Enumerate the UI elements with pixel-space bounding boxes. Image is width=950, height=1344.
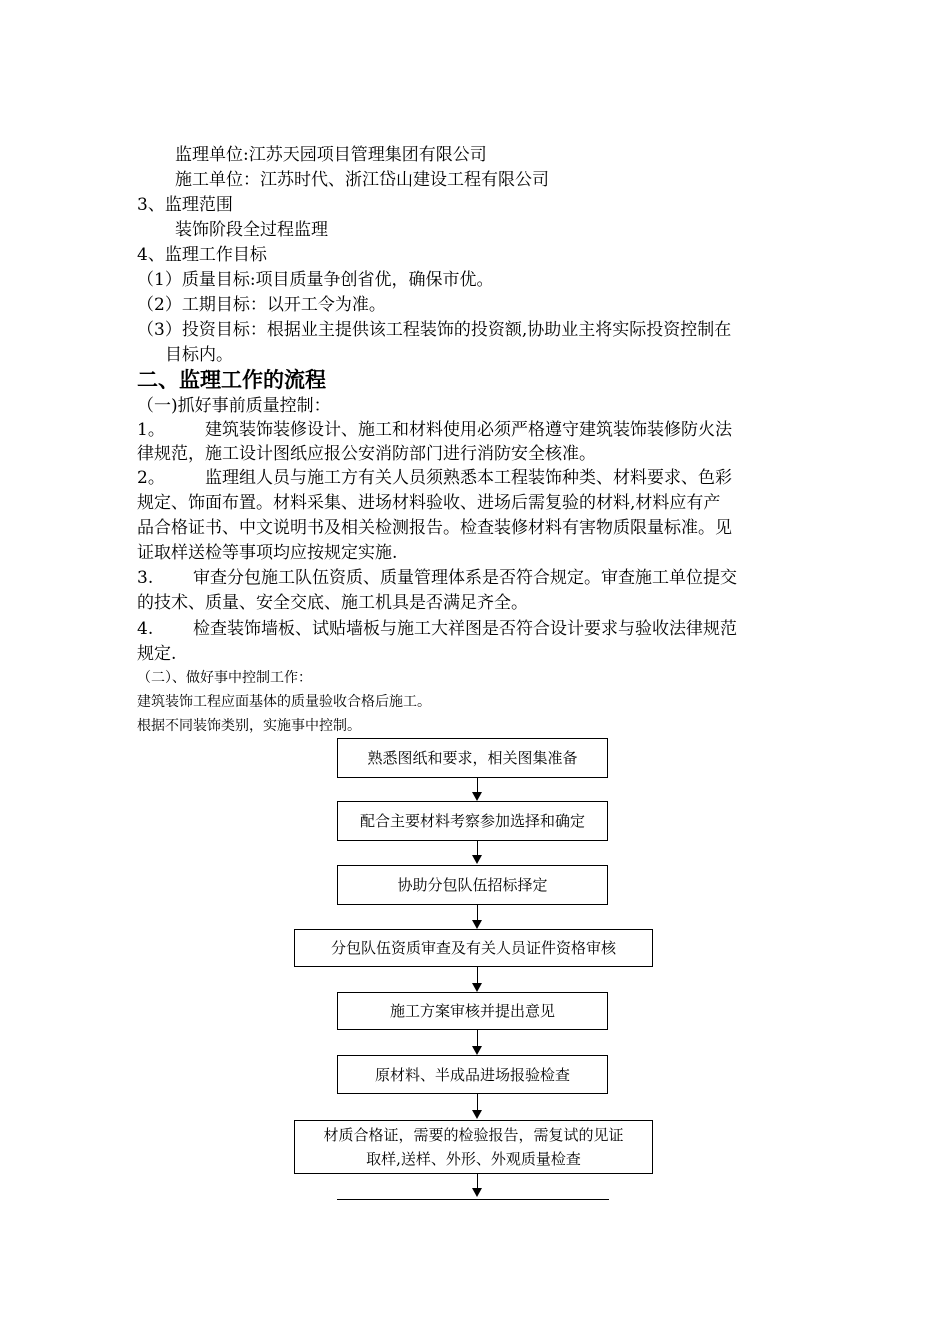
flow-arrow-2 [472,855,482,864]
item2-line3: 品合格证书、中文说明书及相关检测报告。检查装修材料有害物质限量标准。见 [137,518,732,538]
flow-arrow-4 [472,983,482,992]
flow-step-5-label: 施工方案审核并提出意见 [389,1002,555,1020]
flow-step-3 [337,865,608,905]
flow-step-6-label: 原材料、半成品进场报验检查 [374,1065,570,1084]
item4-line1: 检查装饰墙板、试贴墙板与施工大祥图是否符合设计要求与验收法律规范 [193,619,737,639]
scope-text: 装饰阶段全过程监理 [175,220,328,240]
in-control-text2: 根据不同装饰类别，实施事中控制。 [137,718,361,734]
flow-arrow-5 [472,1046,482,1055]
item2-line1: 监理组人员与施工方有关人员须熟悉本工程装饰种类、材料要求、色彩 [205,468,732,488]
item4-line2: 规定. [137,644,177,664]
item2-num: 2。 [137,468,165,488]
flow-step-1-label: 熟悉图纸和要求，相关图集准备 [367,749,578,767]
flow-arrow-6 [472,1110,482,1119]
item3-num: 3. [137,568,154,588]
flow-step-2 [337,801,608,841]
flow-step-3-label: 协助分包队伍招标择定 [397,876,548,894]
construction-unit: 施工单位：江苏时代、浙江岱山建设工程有限公司 [175,170,549,190]
in-control-text1: 建筑装饰工程应面基体的质量验收合格后施工。 [137,694,431,710]
item2-line2: 规定、饰面布置。材料采集、进场材料验收、进场后需复验的材料,材料应有产 [137,493,721,513]
flow-arrow-7 [472,1188,482,1197]
item3-line2: 的技术、质量、安全交底、施工机具是否满足齐全。 [137,593,528,613]
pre-control-heading: （一)抓好事前质量控制： [137,396,331,416]
flow-step-4-label: 分包队伍资质审查及有关人员证件资格审核 [330,939,616,957]
flow-connector-1 [477,778,478,792]
flow-step-4 [294,929,653,967]
flow-step-7-label-line2: 取样,送样、外形、外观质量检查 [366,1150,581,1168]
flow-step-7-label-line1: 材质合格证，需要的检验报告，需复试的见证 [323,1126,624,1144]
flow-step-5 [337,992,608,1030]
goals-heading: 4、监理工作目标 [137,245,267,265]
item4-num: 4. [137,619,154,639]
in-control-heading: （二）、做好事中控制工作： [137,670,312,686]
flow-step-1 [337,738,608,778]
goal-quality: （1）质量目标:项目质量争创省优，确保市优。 [137,270,494,290]
item1-line2: 律规范，施工设计图纸应报公安消防部门进行消防安全核准。 [137,444,596,464]
flow-step-7 [294,1120,653,1174]
flow-connector-4 [477,967,478,983]
section-title: 二、监理工作的流程 [137,368,326,392]
item1-num: 1。 [137,420,165,440]
flow-connector-2 [477,841,478,855]
flow-step-2-label: 配合主要材料考察参加选择和确定 [359,812,585,830]
flow-connector-3 [477,905,478,920]
flow-arrow-3 [472,920,482,929]
item1-line1: 建筑装饰装修设计、施工和材料使用必须严格遵守建筑装饰装修防火法 [205,420,732,440]
flow-connector-6 [477,1094,478,1110]
item2-line4: 证取样送检等事项均应按规定实施. [137,543,398,563]
supervisor-unit: 监理单位:江苏天园项目管理集团有限公司 [175,145,487,165]
flow-bottom-line [337,1199,609,1200]
goal-schedule: （2）工期目标：以开工令为准。 [137,295,386,315]
scope-heading: 3、监理范围 [137,195,233,215]
goal-investment-line1: （3）投资目标：根据业主提供该工程装饰的投资额,协助业主将实际投资控制在 [137,320,732,340]
flow-connector-7 [477,1174,478,1188]
flow-step-6 [337,1055,608,1094]
flow-arrow-1 [472,792,482,801]
flow-connector-5 [477,1030,478,1046]
item3-line1: 审查分包施工队伍资质、质量管理体系是否符合规定。审查施工单位提交 [193,568,737,588]
goal-investment-line2: 目标内。 [165,345,233,365]
